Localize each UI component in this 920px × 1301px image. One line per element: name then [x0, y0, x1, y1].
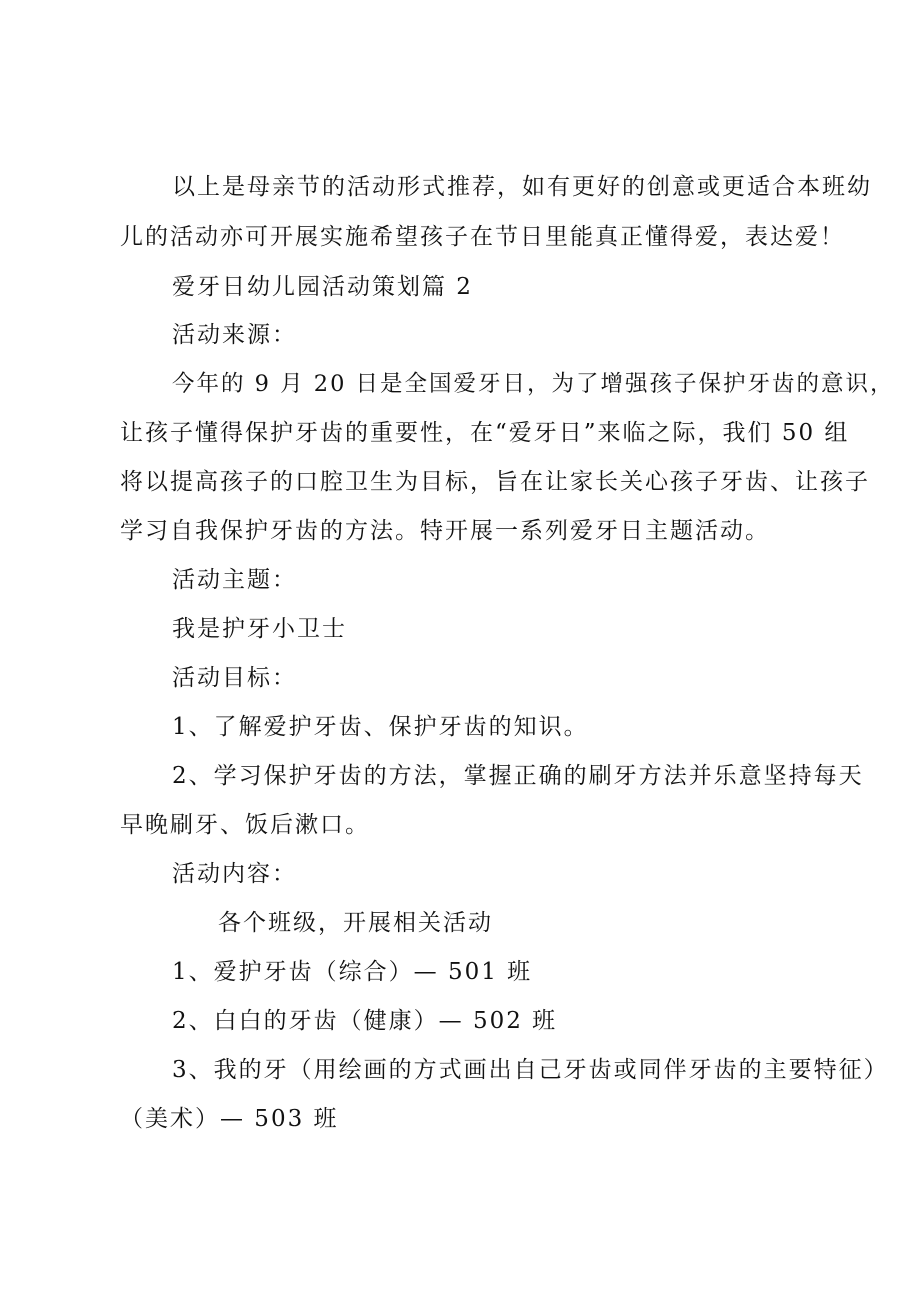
text-line: 1、爱护牙齿（综合）— 501 班 [172, 959, 533, 985]
text-line: （美术）— 503 班 [120, 1106, 339, 1132]
text-line: 3、我的牙（用绘画的方式画出自己牙齿或同伴牙齿的主要特征） [172, 1057, 889, 1083]
text-line: 儿的活动亦可开展实施希望孩子在节日里能真正懂得爱，表达爱！ [120, 224, 845, 250]
text-line: 活动来源： [172, 322, 297, 348]
text-line: 2、白白的牙齿（健康）— 502 班 [172, 1008, 558, 1034]
text-line: 1、了解爱护牙齿、保护牙齿的知识。 [172, 714, 589, 740]
text-line: 活动内容： [172, 861, 297, 887]
section-heading: 爱牙日幼儿园活动策划篇 2 [172, 274, 473, 300]
text-line: 我是护牙小卫士 [172, 616, 347, 642]
text-line: 2、学习保护牙齿的方法，掌握正确的刷牙方法并乐意坚持每天 [172, 763, 864, 789]
text-line: 各个班级，开展相关活动 [218, 910, 493, 936]
text-line: 将以提高孩子的口腔卫生为目标，旨在让家长关心孩子牙齿、让孩子 [120, 469, 870, 495]
text-line: 活动目标： [172, 665, 297, 691]
text-line: 活动主题： [172, 567, 297, 593]
text-line: 早晚刷牙、饭后漱口。 [120, 812, 370, 838]
text-line: 让孩子懂得保护牙齿的重要性，在“爱牙日”来临之际，我们 50 组 [120, 420, 850, 446]
text-line: 今年的 9 月 20 日是全国爱牙日，为了增强孩子保护牙齿的意识， [172, 371, 895, 397]
text-line: 以上是母亲节的活动形式推荐，如有更好的创意或更适合本班幼 [172, 174, 872, 200]
text-line: 学习自我保护牙齿的方法。特开展一系列爱牙日主题活动。 [120, 518, 770, 544]
